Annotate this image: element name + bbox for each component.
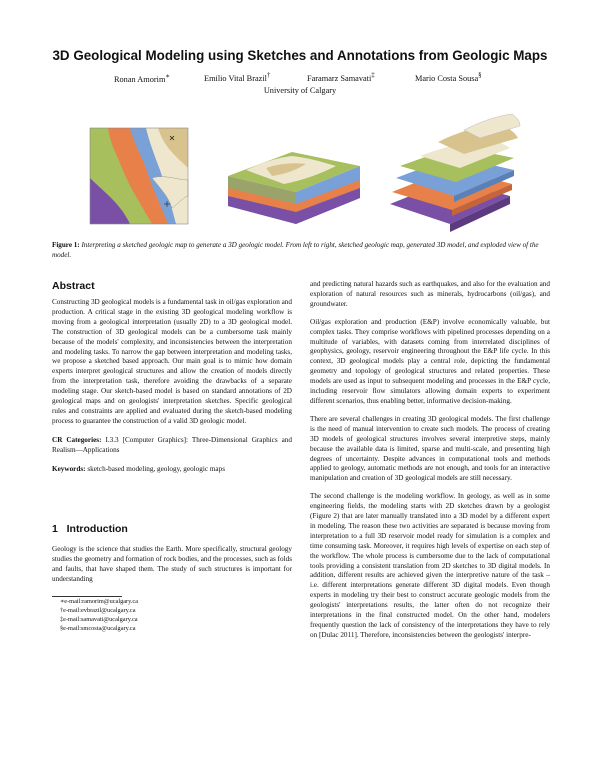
author-4: Mario Costa Sousa§: [415, 72, 482, 83]
intro-heading: 1 Introduction: [52, 523, 128, 535]
author-1: Ronan Amorim∗: [114, 73, 171, 84]
right-column: [310, 280, 550, 641]
author-2: Emilio Vital Brazil†: [204, 72, 271, 83]
affiliation: University of Calgary: [263, 86, 337, 95]
figure-caption-text: Interpreting a sketched geologic map to generate a 3D geologic model. From left to right, sketched geologic map, generated 3D model, and exploded view of the model.: [52, 241, 539, 259]
footnote-rule: [52, 596, 122, 597]
paper-title: 3D Geological Modeling using Sketches and Annotations from Geologic Maps: [52, 48, 548, 63]
abstract-text: Constructing 3D geological models is a fundamental task in oil/gas exploration and production. A critical stage in the existing 3D geological modeling workflow is moving from a geological interpretation (usually 2D) to a 3D geological model. The construction of 3D geological models can be a cumbersome task mainly because of the models' complexity, and inconsistencies between the interpretation and modeling tasks. To narrow the gap between interpretation and modeling tasks, we propose a sketched based approach. Our main goal is to mimic how domain experts interpret geological structures and allow the creation of models directly from the interpretation task, therefore avoiding the drawbacks of a separate modeling stage. Our sketch-based model is based on standard annotations of 2D geological maps and on geologists' interpretation sketches. Specific geological rules and constraints are applied and evaluated during the sketch-based modeling process to guarantee the construction of a valid 3D geologic model.: [52, 298, 292, 425]
figure-1-illustration: [60, 108, 540, 234]
right-paragraph-3: There are several challenges in creating 3D geological models. The first challenge is the need of manual intervention to create such models. The process of creating 3D models of geological structures involves several interpretive steps, mainly because the available data is limited, sparse and multi-scale, and presenting high degrees of uncertainty. Despite advances in computational tools and methods applied to geology, automatic methods are not enough, and tools for an interactive manipulation and creation of 3D geological models are still necessary.: [310, 414, 550, 483]
right-paragraph-4: The second challenge is the modeling workflow. In geology, as well as in some engineering fields, the modeling starts with 2D sketches drawn by a geologist (Figure 2) that are later manually translated into a 3D model by a different expert in modeling. The reason these two activities are separated is because moving from interpretation to a full 3D reservoir model ready for simulation is a complex and time consuming task. Moreover, it requires high levels of expertise on each step of the workflow. The whole process is cumbersome due to the lack of computational tools providing a consistent translation from 2D sketches to 3D digital models. In addition, different results are achieved given the interpretive nature of the task – i.e. different interpretations generate different 3D digital models. Even though experts in modeling try their best to construct accurate geologic models from the geologists' interpretations results, the latter often do not recognize their interpretations in the final constructed model. On the other hand, modelers frequently question the lack of consistency of the interpretations they have to rely on [Dulac 2011]. Therefore, inconsistencies between the geologists' interpre-: [310, 492, 550, 639]
right-paragraph-2: Oil/gas exploration and production (E&P) involve economically valuable, but complex tasks. They comprise workflows with pipelined processes depending on a multitude of variables, with datasets coming from interrelated disciplines of geophysics, geology, reservoir engineering throughout the E&P life cycle. In this context, 3D geological models play a central role, depicting the fundamental geometry and topology of geological structures and related properties. These models are used as input to subsequent modeling and processes in the E&P cycle, including reservoir flow simulators allowing domain experts to experiment different scenarios, thus enabling better, informative decision-making.: [310, 317, 550, 405]
sketched-geologic-map: [90, 128, 188, 224]
footnote-1: ∗e-mail:ramorim@ucalgary.ca: [60, 598, 139, 605]
footnote-3: ‡e-mail:samavati@ucalgary.ca: [60, 616, 138, 623]
cr-categories: CR Categories: I.3.3 [Computer Graphics]: Three-Dimensional Graphics and Realism—Applications: [52, 435, 292, 454]
footnote-2: †e-mail:evbrazil@ucalgary.ca: [60, 607, 136, 614]
exploded-view-model: [390, 114, 520, 232]
footnote-4: §e-mail:smcosta@ucalgary.ca: [60, 625, 136, 632]
author-3: Faramarz Samavati‡: [307, 72, 375, 83]
figure-label: Figure 1:: [52, 241, 80, 249]
right-paragraph-1: and predicting natural hazards such as earthquakes, and also for the evaluation and exploration of natural resources such as minerals, hydrocarbons (oil/gas), and groundwater.: [310, 280, 550, 308]
keywords: Keywords: sketch-based modeling, geology, geologic maps: [52, 464, 226, 473]
generated-3d-model: [228, 152, 360, 224]
left-column: [52, 298, 292, 475]
abstract-heading: Abstract: [52, 280, 95, 292]
intro-column: [52, 545, 292, 585]
figure-1-caption: [52, 240, 548, 260]
intro-paragraph: Geology is the science that studies the Earth. More specifically, structural geology studies the geometry and formation of rock bodies, and the processes, such as folds and faults, that have shaped them. The study of such structures is important for understanding: [52, 545, 292, 583]
